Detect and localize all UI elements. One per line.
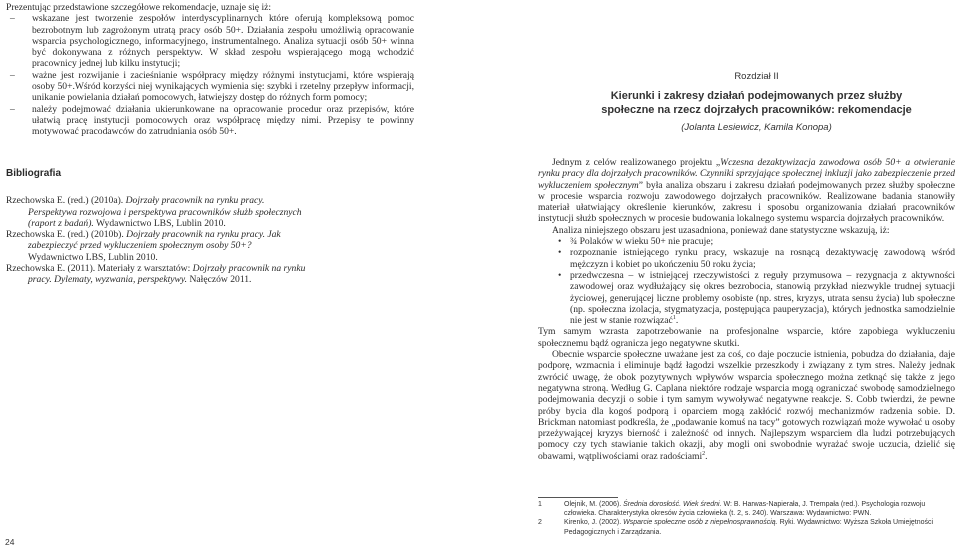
entry-publisher: Nałęczów 2011. (187, 274, 252, 286)
paragraph (538, 157, 955, 225)
bibliography-entry (6, 263, 306, 286)
dash-bullet: – (10, 103, 15, 115)
bibliography-heading: Bibliografia (6, 168, 62, 179)
paragraph (538, 349, 955, 462)
footnote-text: W: B. Harwas-Napierała, J. Trempała (red.). Psychologia rozwoju człowieka. Charakterystyka okresów życia człowieka (t. 2, s. 240). Warszawa: Wydawnictwo: PWN. (564, 501, 926, 518)
recommendations-list (6, 13, 414, 137)
bibliography-entry (6, 229, 306, 263)
intro-line: Prezentując przedstawione szczegółowe rekomendacje, uznaje się iż: (6, 2, 272, 13)
bibliography (6, 168, 306, 286)
footnote-text: Ryki. Wydawnictwo: Wyższa Szkoła Umiejętności Pedagogicznych i Zarządzania. (564, 519, 934, 536)
bullet-icon: • (558, 247, 562, 259)
entry-title: Dojrzały pracownik na rynku pracy. Perspektywa rozwojowa i perspektywa pracowników służb społecznych (raport z badań). (28, 195, 302, 229)
list-item (538, 247, 955, 270)
entry-author: Rzechowska E. (red.) (2010a). (6, 195, 126, 207)
entry-publisher: Wydawnictwo LBS, Lublin 2010. (93, 217, 226, 229)
list-item-text: ¾ Polaków w wieku 50+ nie pracuje; (570, 236, 714, 248)
dash-bullet: – (10, 69, 15, 81)
footnote-ref: 1 (672, 314, 676, 321)
paragraph-text: ” była analiza obszaru i zakresu działań podejmowanych przez służby społeczne w procesie wsparcia rozwoju zawodowego dojrzałych pracowników. Realizowane badania stanowiły materiał ułatwiający określenie kierunków, zakresu i sposobu organizowania działań pracowników instytucji służb społecznych w procesie budowania lokalnego systemu wsparcia dojrzałych pracowników. (538, 179, 955, 225)
list-item (6, 104, 414, 138)
entry-author: Rzechowska E. (2011). Materiały z warsztatów: (6, 263, 193, 275)
footnotes (538, 500, 958, 537)
list-item-text: należy podejmować działania ukierunkowane na opracowanie procedur oraz przepisów, które ułatwią pracę instytucji pomocowych oraz współpracę między nimi. Przepisy te powinny motywować pracodawców do zatrudniania osób 50+. (32, 103, 414, 138)
punctuation: . (675, 315, 679, 327)
bullet-icon: • (558, 269, 562, 281)
chapter-number: Rozdział II (734, 71, 779, 82)
statistics-list (538, 236, 955, 326)
dash-bullet: – (10, 13, 15, 25)
punctuation: . (705, 450, 708, 462)
paragraph-text: Jednym z celów realizowanego projektu „ (552, 157, 721, 168)
footnote-rule (538, 497, 618, 498)
list-item (6, 13, 414, 69)
chapter-header (588, 71, 925, 133)
footnote-number: 2 (538, 519, 542, 527)
list-item (6, 70, 414, 104)
list-item (538, 236, 955, 247)
bullet-icon: • (558, 236, 562, 248)
footnote-text: Olejnik, M. (2006). (564, 501, 624, 508)
list-item-text: ważne jest rozwijanie i zacieśnianie współpracy między różnymi instytucjami, które wspierają osoby 50+.Wśród korzyści niej wynikających wymienia się: szybki i rzetelny przepływ informacji, unikanie powielania działań pomocowych, łatwiejszy dostęp do różnych form pomocy; (32, 69, 414, 104)
main-text (538, 157, 955, 462)
project-title: Wczesna dezaktywizacja zawodowa osób 50+ a otwieranie rynku pracy dla dojrzałych pracowników. Czynniki sprzyjające społecznej inkluzji jako zabezpieczenie przed wykluczeniem społecznym (538, 157, 955, 191)
chapter-title: Kierunki i zakresy działań podejmowanych przez służby społeczne na rzecz dojrzałych pracowników: rekomendacje (601, 90, 912, 116)
entry-title: Dojrzały pracownik na rynku pracy. Dylematy, wyzwania, perspektywy. (28, 263, 306, 286)
page-number: 24 (5, 537, 15, 547)
entry-title: Dojrzały pracownik na rynku pracy. Jak zabezpieczyć przed wykluczeniem społecznym osoby 50+? (28, 229, 281, 252)
list-item-text: rozpoznanie istniejącego rynku pracy, wskazuje na rosnącą dezaktywację zawodową wśród mężczyzn i kobiet po ukończeniu 50 roku życia; (570, 247, 955, 270)
footnote-ref: 2 (702, 450, 706, 457)
footnote-number: 1 (538, 501, 542, 508)
list-item (538, 270, 955, 326)
list-item-text: przedwczesna – w istniejącej rzeczywistości z reguły przymusowa – rezygnacja z aktywności zawodowej oraz wydłużający się okres bezrobocia, stanowią przykład niezwykle trudnej sytuacji życiowej, generującej liczne problemy osobiste (np. stres, kryzys, utrata sensu życia) lub społeczne (np. społeczna izolacja, stygmatyzacja, postępująca pauperyzacja), których jednostka samodzielnie nie jest w stanie rozwiązać (570, 269, 955, 327)
bibliography-entry (6, 195, 306, 229)
entry-publisher: Wydawnictwo LBS, Lublin 2010. (28, 251, 158, 263)
recommendations-block (6, 2, 414, 138)
footnote-title: Średnia dorosłość. Wiek średni. (623, 501, 722, 508)
paragraph: Tym samym wzrasta zapotrzebowanie na profesjonalne wsparcie, które zapobiega wykluczeniu społecznemu bądź ogranicza jego negatywne skutki. (538, 326, 955, 349)
entry-author: Rzechowska E. (red.) (2010b). (6, 229, 127, 241)
footnote (538, 500, 958, 518)
footnote-text: Kirenko, J. (2002). (564, 519, 624, 527)
footnote-title: Wsparcie społeczne osób z niepełnosprawnością. (623, 519, 778, 527)
list-item-text: wskazane jest tworzenie zespołów interdyscyplinarnych które oferują kompleksową pomoc bezrobotnym lub zagrożonym utratą pracy osób 50+. Działania zespołu umożliwią opracowanie wsparcia psychologicznego, informacyjnego, instrumentalnego. Analiza sytuacji osób 50+ winna być dokonywana z różnych perspektyw. W skład zespołu wspierającego mogą wchodzić pracownicy jednej lub kilku instytucji; (32, 13, 414, 70)
paragraph: Analiza niniejszego obszaru jest uzasadniona, ponieważ dane statystyczne wskazują, iż: (552, 224, 890, 236)
paragraph-text: Obecnie wsparcie społeczne uważane jest za coś, co daje poczucie istnienia, pobudza do działania, daje podporę, wzmacnia i eliminuje bądź łagodzi wszelkie przeszkody i związany z tym stres. Należy jednak zwrócić uwagę, że obok pozytywnych wpływów wsparcia społecznego można zetknąć się także z jego negatywna stroną. Według G. Caplana niektóre rodzaje wsparcia mogą ograniczać swobodę samodzielnego podejmowania decyzji o sobie i tym samym wywoływać negatywne reakcje. S. Cobb twierdzi, że pewne próby bycia dla kogoś podporą i oparciem mogą zakłócić rozwój mechanizmów radzenia sobie. D. Brickman natomiast podkreśla, że „podawanie komuś na tacy” gotowych rozwiązań może wywołać u osoby przeżywającej kryzys bierność i zależność od innych. Najlepszym wsparciem dla ludzi potrzebujących pomocy czy tych stawianie takich okazji, aby mogli oni swobodnie wyrażać swoje uczucia, dzielić się obawami, wątpliwościami oraz radościami (538, 349, 955, 462)
chapter-authors: (Jolanta Lesiewicz, Kamila Konopa) (681, 122, 832, 133)
footnote (538, 518, 958, 536)
